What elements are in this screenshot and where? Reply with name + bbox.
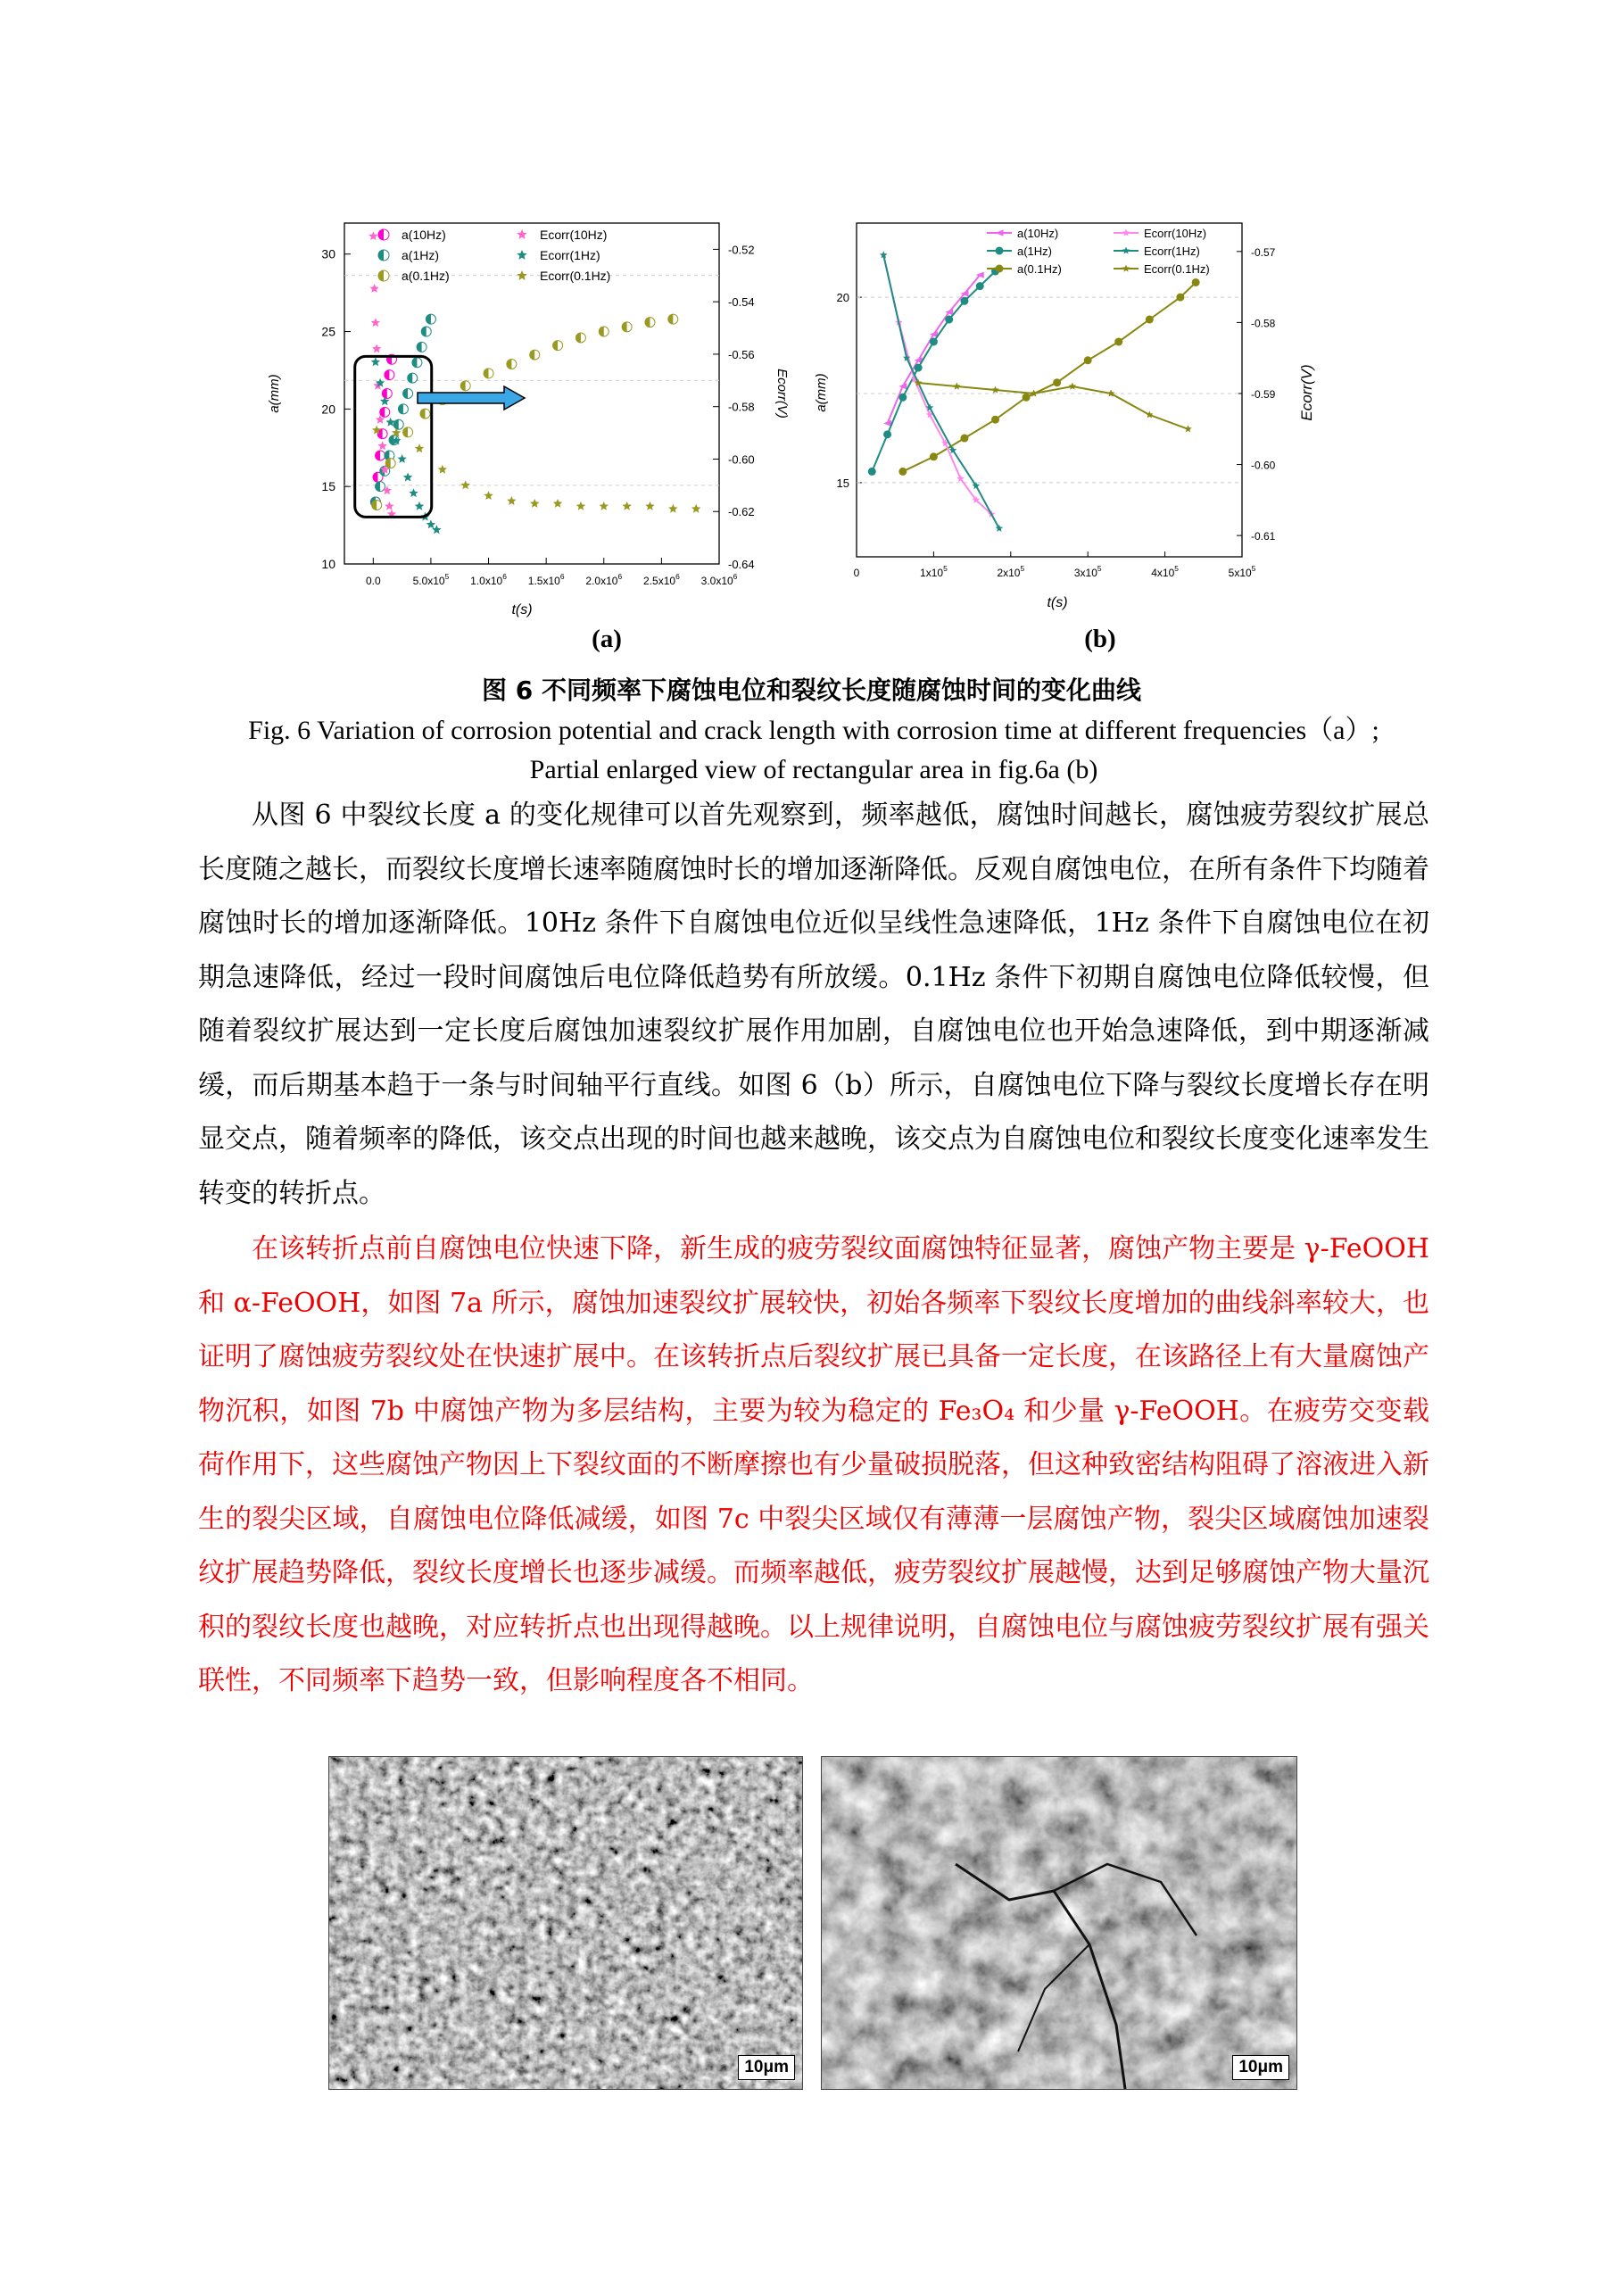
chart-b-point-a1hz [868, 468, 876, 476]
chart-a-point-ecorr01hz [507, 496, 516, 505]
chart-b-point-a10hz [898, 383, 907, 389]
chart-a-legend-marker [517, 270, 526, 280]
chart-a-y-tick-label: 15 [321, 479, 335, 494]
chart-b-x-tick-label: $4x10^5$ [1151, 564, 1179, 579]
figure6-panel-a-label: (a) [592, 625, 622, 653]
chart-b-y2-tick-label: -0.60 [1251, 459, 1276, 472]
sem-texture-a [329, 1757, 802, 2089]
chart-b-legend-marker [1122, 247, 1130, 254]
chart-a-x-tick-label: $2.5x10^6$ [643, 572, 680, 587]
chart-b-legend-label: Ecorr(0.1Hz) [1144, 262, 1210, 276]
chart-b-point-a1hz [930, 337, 938, 345]
chart-a-point-a01hz [460, 381, 466, 391]
chart-a-point-a01hz [553, 341, 558, 351]
chart-b-line-a1hz [872, 271, 995, 471]
chart-a-point-ecorr1hz [397, 454, 406, 463]
chart-a-x-tick-label: 0.0 [365, 575, 381, 587]
chart-b-point-a1hz [883, 430, 891, 438]
figure6-panel-b-label: (b) [1084, 625, 1116, 653]
chart-a-y2-tick-label: -0.64 [728, 558, 755, 571]
scale-bar-a: 10μm [738, 2055, 795, 2080]
chart-a-y2-label: Ecorr(V) [774, 369, 790, 419]
chart-b-legend-marker [996, 247, 1004, 255]
chart-a-point-ecorr01hz [600, 501, 609, 510]
chart-a-zoom-arrow [418, 386, 525, 410]
chart-a-legend-marker [378, 270, 384, 281]
chart-b-point-a01hz [898, 468, 907, 476]
chart-b-legend-marker [996, 229, 1004, 236]
chart-b-point-ecorr1hz [996, 525, 1004, 532]
chart-a-legend-label: Ecorr(10Hz) [540, 228, 608, 242]
chart-a-point-a01hz [622, 322, 626, 332]
chart-a-point-ecorr10hz [385, 501, 393, 510]
figure6b-chart [814, 207, 1315, 610]
chart-a-point-ecorr01hz [461, 480, 470, 489]
chart-b-legend-marker [996, 265, 1004, 273]
chart-b-x-tick-label: $2x10^5$ [997, 564, 1025, 579]
chart-a-y2-tick-label: -0.62 [728, 505, 755, 519]
chart-b-point-ecorr01hz [1146, 410, 1154, 418]
chart-b-point-a1hz [915, 364, 923, 372]
chart-a-point-ecorr01hz [691, 504, 701, 513]
chart-b-y2-tick-label: -0.58 [1251, 317, 1276, 330]
chart-b-point-a01hz [1114, 337, 1122, 345]
chart-a-x-label: t(s) [511, 602, 533, 618]
chart-b-point-a01hz [991, 416, 999, 424]
chart-a-point-ecorr01hz [576, 501, 586, 510]
chart-b-point-a10hz [945, 309, 953, 315]
chart-a-point-ecorr1hz [403, 473, 413, 482]
chart-a-y2-tick-label: -0.52 [728, 243, 755, 257]
chart-a-legend-marker [517, 250, 526, 260]
chart-a-legend-label: Ecorr(1Hz) [540, 248, 600, 262]
chart-b-legend-marker [1122, 265, 1130, 272]
chart-a-point-ecorr01hz [484, 491, 493, 500]
chart-b-point-a01hz [1192, 278, 1200, 286]
chart-b-point-ecorr01hz [1069, 383, 1077, 390]
chart-b-legend-label: Ecorr(10Hz) [1144, 227, 1207, 240]
chart-b-point-ecorr01hz [1184, 425, 1192, 432]
chart-a-point-ecorr01hz [415, 443, 424, 452]
chart-a-point-ecorr1hz [432, 525, 441, 534]
chart-a-legend-label: a(0.1Hz) [402, 269, 450, 283]
chart-a-point-a01hz [576, 333, 581, 343]
chart-a-point-a1hz [408, 373, 412, 383]
chart-a-point-a10hz [380, 407, 385, 417]
chart-b-y-label: a(mm) [814, 373, 829, 412]
chart-b-legend-label: a(10Hz) [1017, 227, 1059, 240]
chart-a-point-ecorr1hz [426, 519, 436, 528]
chart-b-point-ecorr01hz [953, 383, 961, 390]
chart-b-point-a1hz [898, 394, 907, 402]
chart-b-y-tick-label: 20 [836, 291, 849, 305]
chart-b-legend-label: a(0.1Hz) [1017, 262, 1062, 276]
chart-a-point-ecorr01hz [438, 465, 448, 474]
chart-a-y2-tick-label: -0.56 [728, 347, 755, 361]
chart-a-point-a10hz [373, 472, 378, 482]
chart-a-point-a01hz [484, 369, 488, 378]
chart-b-x-label: t(s) [1047, 595, 1068, 610]
chart-a-y-tick-label: 10 [321, 557, 335, 571]
chart-a-x-tick-label: $5.0x10^5$ [412, 572, 450, 587]
chart-a-y-tick-label: 30 [321, 246, 335, 261]
chart-a-y2-tick-label: -0.54 [728, 295, 755, 310]
chart-b-point-a1hz [976, 282, 984, 290]
chart-b-y2-tick-label: -0.61 [1251, 530, 1276, 543]
chart-a-x-tick-label: $1.5x10^6$ [527, 572, 565, 587]
chart-b-point-a01hz [930, 452, 938, 460]
chart-a-x-tick-label: $1.0x10^6$ [470, 572, 507, 587]
chart-a-point-a01hz [668, 314, 674, 324]
chart-b-point-a1hz [960, 297, 968, 305]
chart-a-point-a1hz [412, 358, 417, 368]
chart-a-point-a01hz [645, 318, 650, 327]
chart-a-point-ecorr01hz [668, 504, 677, 513]
chart-a-point-ecorr1hz [415, 501, 424, 510]
chart-a-y-tick-label: 20 [321, 402, 335, 417]
chart-a-y2-tick-label: -0.58 [728, 400, 755, 414]
chart-a-point-a10hz [385, 370, 389, 380]
chart-b-legend-label: Ecorr(1Hz) [1144, 245, 1200, 258]
chart-b-line-ecorr01hz [918, 383, 1188, 429]
chart-a-point-a01hz [599, 327, 604, 336]
chart-a-point-a1hz [376, 482, 380, 492]
chart-a-point-a1hz [403, 389, 409, 399]
chart-b-y2-label: Ecorr(V) [1298, 364, 1315, 421]
chart-a-legend-label: a(10Hz) [402, 228, 446, 242]
chart-b-legend-marker [1122, 229, 1130, 236]
chart-a-legend-marker [378, 229, 384, 240]
chart-a-point-a1hz [398, 404, 402, 414]
sem-texture-b [822, 1757, 1296, 2089]
figure6-caption-line2: Partial enlarged view of rectangular area in fig.6a (b) [529, 755, 1098, 784]
chart-b-point-ecorr01hz [991, 386, 999, 394]
chart-a-point-a01hz [507, 360, 512, 369]
chart-a-point-ecorr10hz [371, 318, 380, 327]
chart-a-point-ecorr10hz [368, 231, 377, 240]
chart-b-point-a01hz [1053, 378, 1061, 386]
chart-b-point-a01hz [1146, 316, 1154, 324]
chart-a-point-ecorr10hz [377, 441, 387, 450]
chart-a-legend-label: a(1Hz) [402, 248, 440, 262]
chart-a-point-a1hz [426, 314, 430, 324]
chart-a-point-ecorr1hz [371, 357, 380, 366]
chart-a-point-a10hz [376, 451, 380, 460]
scale-bar-b: 10μm [1232, 2055, 1289, 2080]
chart-a-point-a1hz [421, 327, 426, 336]
figure6a-chart [259, 207, 790, 618]
chart-b-legend-label: a(1Hz) [1017, 245, 1053, 258]
chart-a-point-ecorr1hz [409, 488, 418, 497]
chart-a-y-tick-label: 25 [321, 324, 335, 339]
chart-a-x-tick-label: $2.0x10^6$ [585, 572, 623, 587]
figure6-title: 图 6 不同频率下腐蚀电位和裂纹长度随腐蚀时间的变化曲线 [482, 676, 1141, 705]
body-text [198, 789, 1429, 1709]
chart-a-legend-label: Ecorr(0.1Hz) [540, 269, 611, 283]
chart-a-point-ecorr01hz [553, 499, 563, 508]
chart-a-y-label: a(mm) [267, 374, 282, 413]
chart-b-x-tick-label: $1x10^5$ [920, 564, 948, 579]
chart-a-x-tick-label: $3.0x10^6$ [700, 572, 738, 587]
chart-b-x-tick-label: $5x10^5$ [1228, 564, 1256, 579]
chart-a-point-a01hz [530, 350, 535, 360]
paragraph-1: 从图 6 中裂纹长度 a 的变化规律可以首先观察到，频率越低，腐蚀时间越长，腐蚀疲劳裂纹扩展总长度随之越长，而裂纹长度增长速率随腐蚀时长的增加逐渐降低。反观自腐蚀电位，在所有条件下均随着腐蚀时长的增加逐渐降低。10Hz 条件下自腐蚀电位近似呈线性急速降低，1Hz 条件下自腐蚀电位在初期急速降低，经过一段时间腐蚀后电位降低趋势有所放缓。0.1Hz 条件下初期自腐蚀电位降低较慢，但随着裂纹扩展达到一定长度后腐蚀加速裂纹扩展作用加剧，自腐蚀电位也开始急速降低，到中期逐渐减缓，而后期基本趋于一条与时间轴平行直线。如图 6（b）所示，自腐蚀电位下降与裂纹长度增长存在明显交点，随着频率的降低，该交点出现的时间也越来越晚，该交点为自腐蚀电位和裂纹长度变化速率发生转变的转折点。 [198, 800, 1429, 1209]
chart-b-point-a01hz [960, 435, 968, 443]
chart-b-x-tick-label: $3x10^5$ [1073, 564, 1102, 579]
chart-b-point-a01hz [1084, 356, 1092, 364]
chart-a-point-ecorr01hz [645, 501, 655, 510]
chart-a-point-a01hz [403, 427, 409, 437]
chart-b-point-ecorr10hz [956, 475, 965, 482]
chart-a-point-ecorr01hz [622, 501, 631, 510]
chart-a-point-a01hz [420, 409, 426, 419]
paragraph-2: 在该转折点前自腐蚀电位快速下降，新生成的疲劳裂纹面腐蚀特征显著，腐蚀产物主要是 γ-FeOOH 和 α-FeOOH，如图 7a 所示，腐蚀加速裂纹扩展较快，初始各频率下裂纹长度增加的曲线斜率较大，也证明了腐蚀疲劳裂纹处在快速扩展中。在该转折点后裂纹扩展已具备一定长度，在该路径上有大量腐蚀产物沉积，如图 7b 中腐蚀产物为多层结构，主要为较为稳定的 Fe₃O₄ 和少量 γ-FeOOH。在疲劳交变载荷作用下，这些腐蚀产物因上下裂纹面的不断摩擦也有少量破损脱落，但这种致密结构阻碍了溶液进入新生的裂尖区域，自腐蚀电位降低减缓，如图 7c 中裂尖区域仅有薄薄一层腐蚀产物，裂尖区域腐蚀加速裂纹扩展趋势降低，裂纹长度增长也逐步减缓。而频率越低，疲劳裂纹扩展越慢，达到足够腐蚀产物大量沉积的裂纹长度也越晚，对应转折点也出现得越晚。以上规律说明，自腐蚀电位与腐蚀疲劳裂纹扩展有强关联性，不同频率下趋势一致，但影响程度各不相同。 [198, 1233, 1429, 1696]
chart-a-point-ecorr01hz [530, 499, 540, 508]
chart-b-point-a01hz [1023, 394, 1031, 402]
chart-a-point-ecorr10hz [372, 344, 381, 353]
chart-a-point-ecorr10hz [369, 284, 378, 293]
sem-image-a [328, 1756, 803, 2090]
chart-a-y2-tick-label: -0.60 [728, 452, 755, 467]
chart-a-legend-marker [517, 229, 526, 239]
chart-b-y-tick-label: 15 [836, 476, 849, 490]
chart-b-point-a1hz [945, 316, 953, 324]
chart-b-x-tick-label: 0 [853, 567, 860, 579]
chart-a-point-a1hz [417, 342, 422, 352]
chart-b-y2-tick-label: -0.57 [1251, 245, 1276, 259]
chart-b-y2-tick-label: -0.59 [1251, 387, 1276, 401]
chart-b-point-a01hz [1176, 294, 1184, 302]
figure6-caption-line1: Fig. 6 Variation of corrosion potential and crack length with corrosion time at different frequencies（a）; [248, 716, 1379, 745]
chart-a-legend-marker [378, 250, 384, 261]
sem-image-b [821, 1756, 1297, 2090]
